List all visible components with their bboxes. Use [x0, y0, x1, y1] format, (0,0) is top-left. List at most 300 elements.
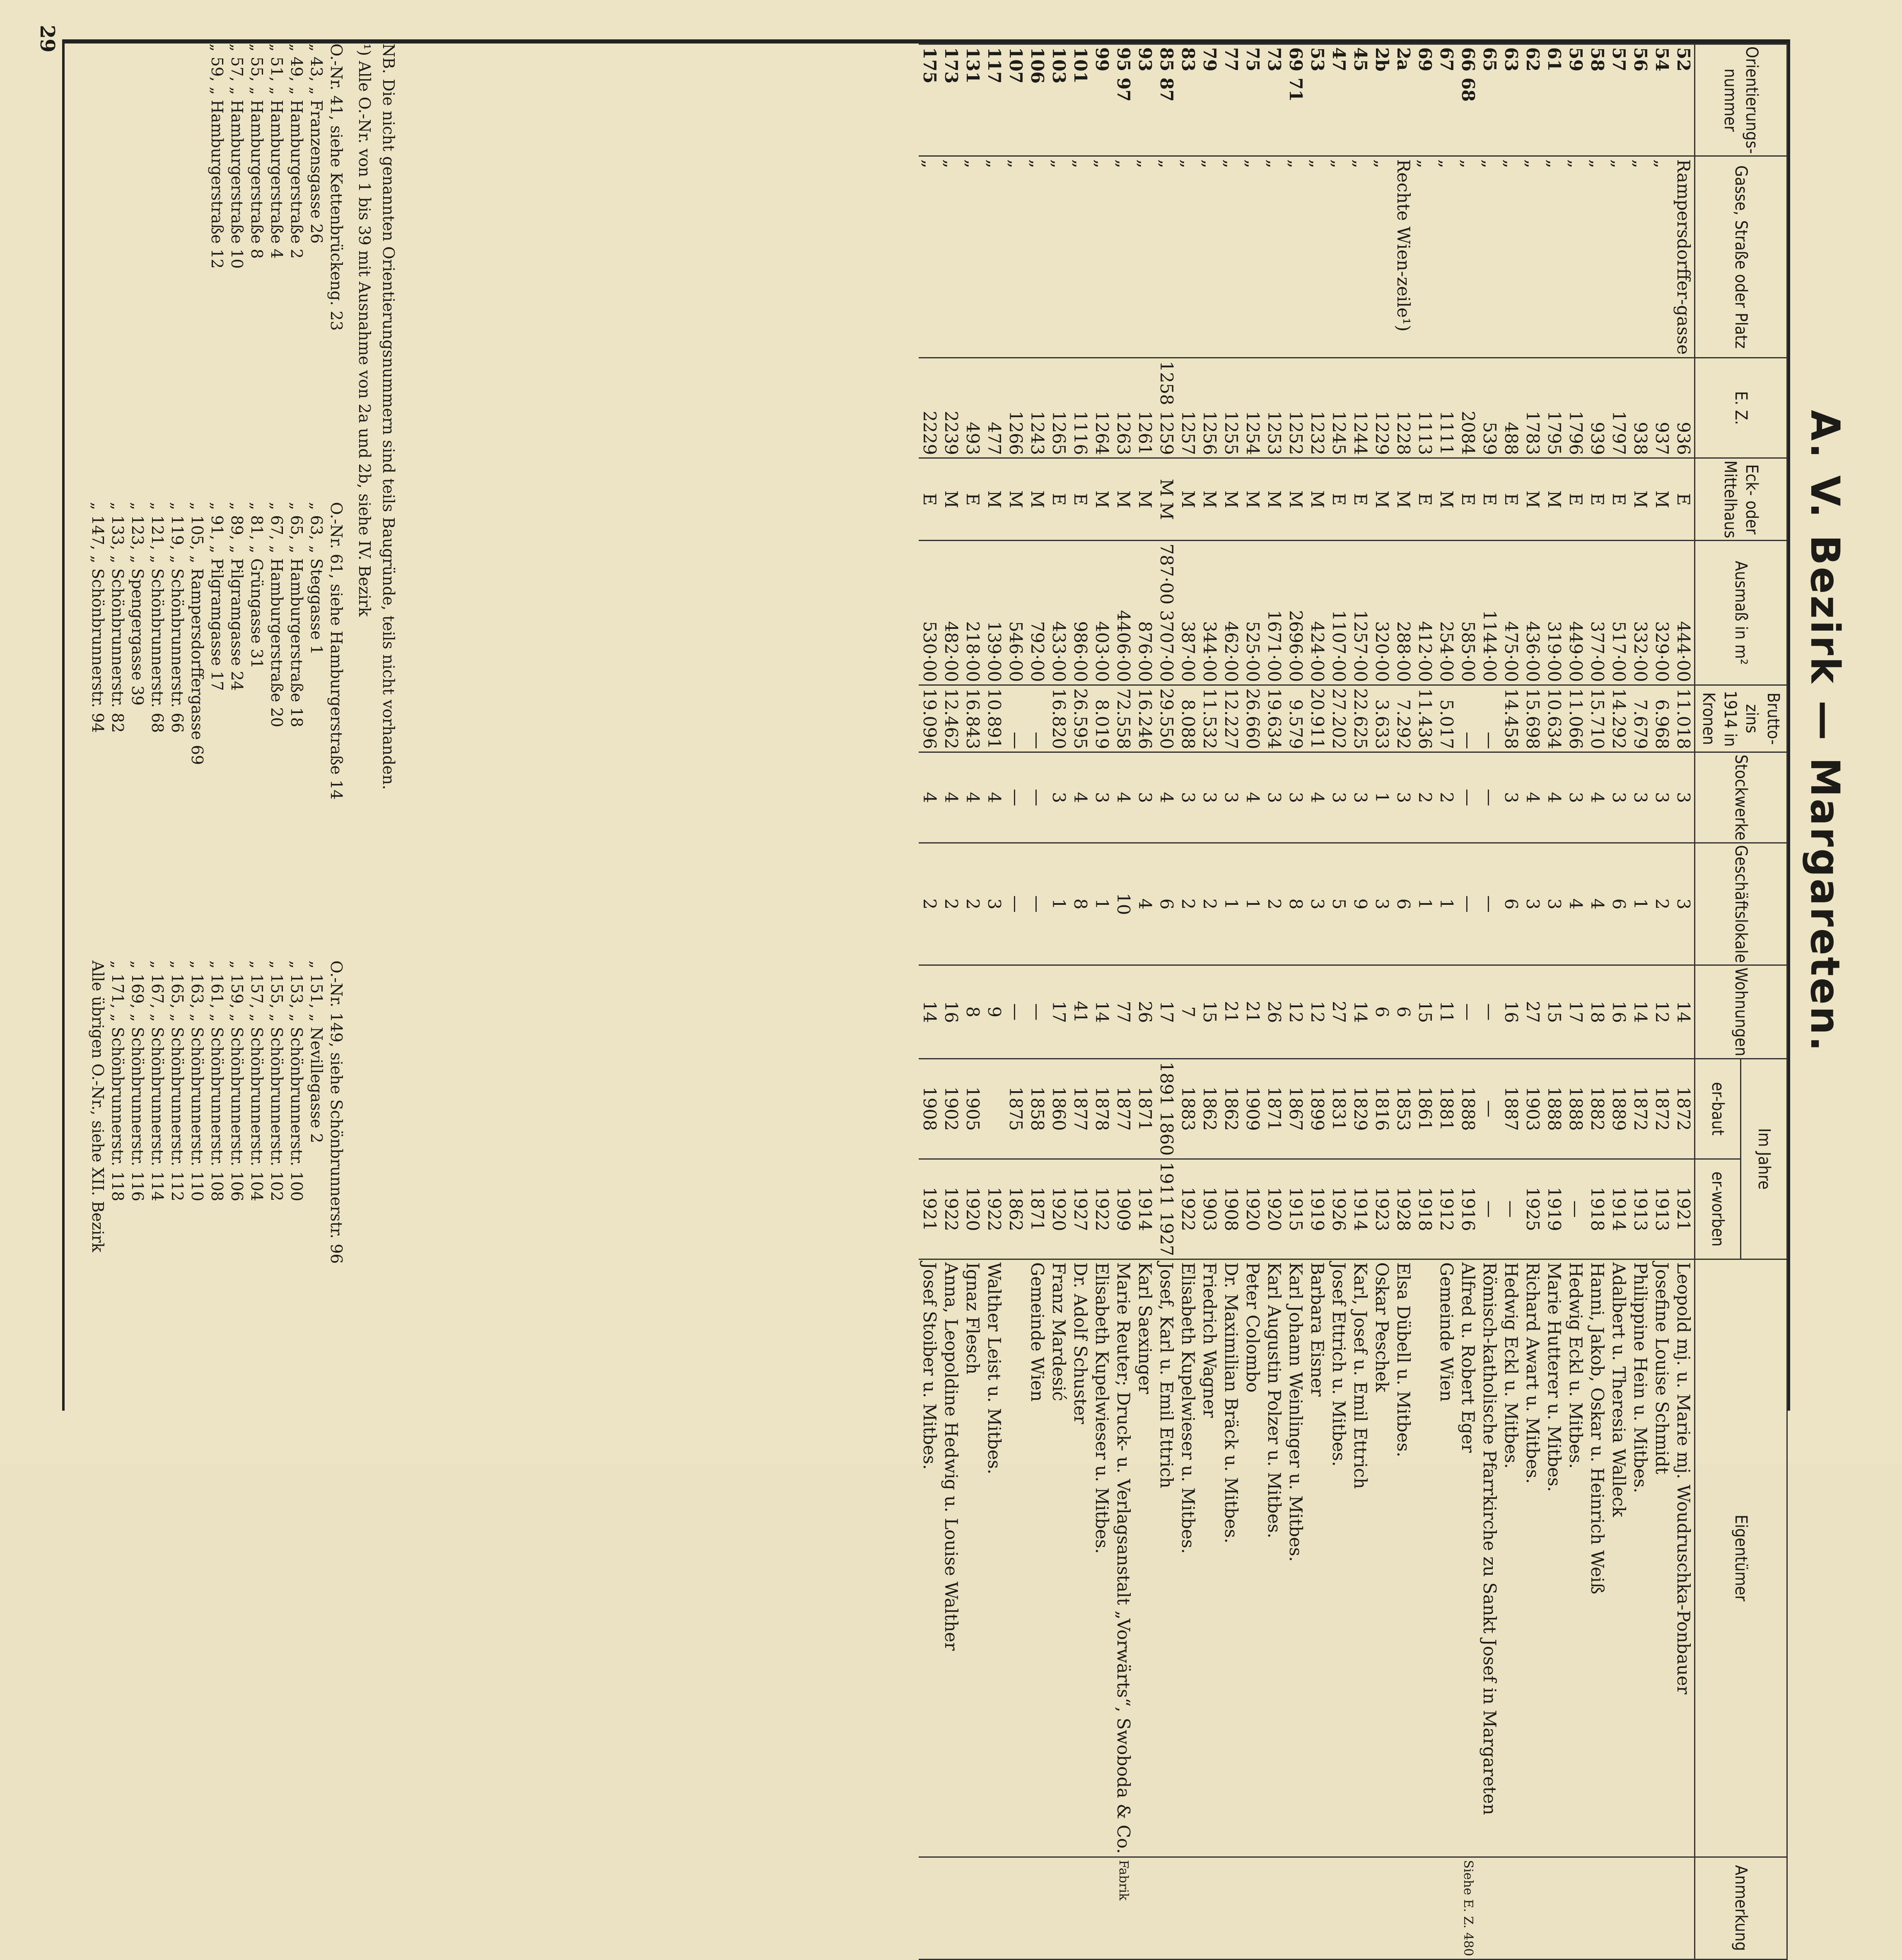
cross-reference-line: „ 133, „ Schönbrunnerstr. 82: [109, 502, 127, 733]
cell-gasse: „: [1026, 156, 1048, 358]
cell-aus: 475·00: [1500, 541, 1522, 685]
cell-gl: 1: [1414, 843, 1436, 965]
table-body: [919, 44, 1695, 1960]
cell-on: 107: [1005, 44, 1026, 156]
cell-ez: 1261: [1134, 358, 1156, 458]
cell-on: 101: [1069, 44, 1091, 156]
table-row: [1414, 44, 1436, 1960]
cell-gl: 4: [1565, 843, 1586, 965]
cell-st: 3: [1651, 752, 1673, 843]
cell-ez: 1258 1259: [1156, 358, 1177, 458]
cell-eb: 1872: [1651, 1059, 1673, 1159]
cross-reference-line: „ 153, „ Schönbrunnerstr. 100: [287, 960, 306, 1201]
cell-anm: [1005, 1857, 1026, 1959]
cell-wo: 9: [983, 965, 1005, 1059]
cell-gl: 6: [1156, 843, 1177, 965]
cell-ez: 1252: [1285, 358, 1306, 458]
cell-aus: 525·00: [1242, 541, 1263, 685]
cross-reference-line: O.-Nr. 149, siehe Schönbrunnerstr. 96: [327, 960, 345, 1264]
cross-reference-line: „ 151, „ Nevillegasse 2: [307, 960, 326, 1143]
cell-ew: 1922: [983, 1159, 1005, 1259]
cell-eb: 1860: [1048, 1059, 1069, 1159]
cell-ew: 1915: [1285, 1159, 1306, 1259]
cell-ew: —: [1565, 1159, 1586, 1259]
cell-wo: 26: [1263, 965, 1285, 1059]
cell-wo: —: [1457, 965, 1479, 1059]
cell-anm: [1608, 1857, 1629, 1959]
nb-note: NB. Die nicht genannten Orientierungsnummern sind teils Baugründe, teils nicht vorhanden.: [379, 44, 398, 790]
footnote: ¹) Alle O.-Nr. von 1 bis 39 mit Ausnahme von 2a und 2b, siehe IV. Bezirk: [355, 44, 374, 617]
cell-anm: [1134, 1857, 1156, 1959]
cell-zins: 19.096: [919, 685, 940, 752]
cross-reference-line: „ 57, „ Hamburgerstraße 10: [228, 44, 246, 269]
cell-st: 4: [1306, 752, 1328, 843]
cell-ez: 1795: [1543, 358, 1565, 458]
cell-eig: Gemeinde Wien: [1026, 1259, 1048, 1857]
table-row: [962, 44, 983, 1960]
cell-anm: [1479, 1857, 1500, 1959]
cell-ew: 1908: [1220, 1159, 1242, 1259]
cross-reference-line: „ 123, „ Spengergasse 39: [128, 502, 147, 706]
cell-eig: Walther Leist u. Mitbes.: [983, 1259, 1005, 1857]
cell-zins: 11.066: [1565, 685, 1586, 752]
cell-wo: 21: [1220, 965, 1242, 1059]
cross-reference-column-1: [88, 44, 346, 486]
cell-anm: [1069, 1857, 1091, 1959]
cell-aus: 218·00: [962, 541, 983, 685]
cell-on: 54: [1651, 44, 1673, 156]
table-row: [1199, 44, 1220, 1960]
cell-gl: 2: [1177, 843, 1199, 965]
cell-ew: 1916: [1457, 1159, 1479, 1259]
cell-em: E: [1328, 458, 1349, 541]
cell-ew: 1913: [1629, 1159, 1651, 1259]
notes-section: [88, 44, 398, 1402]
cell-eb: 1905: [962, 1059, 983, 1159]
cell-anm: [1393, 1857, 1414, 1959]
cell-st: 2: [1436, 752, 1457, 843]
cell-zins: 27.202: [1328, 685, 1349, 752]
cell-ez: 939: [1586, 358, 1608, 458]
table-row: [1522, 44, 1543, 1960]
cell-ew: 1913: [1651, 1159, 1673, 1259]
cell-ez: 493: [962, 358, 983, 458]
cell-st: 4: [1586, 752, 1608, 843]
cell-eb: 1888: [1543, 1059, 1565, 1159]
cell-on: 75: [1242, 44, 1263, 156]
cross-reference-line: „ 65, „ Hamburgerstraße 18: [287, 502, 306, 727]
cell-gl: 1: [1436, 843, 1457, 965]
cell-zins: 72.558: [1113, 685, 1134, 752]
cell-eig: Karl Augustin Polzer u. Mitbes.: [1263, 1259, 1285, 1857]
table-row: [1242, 44, 1263, 1960]
table-row: [919, 44, 940, 1960]
cell-wo: —: [1479, 965, 1500, 1059]
cell-ez: 937: [1651, 358, 1673, 458]
cell-aus: 1144·00: [1479, 541, 1500, 685]
table-row: [1673, 44, 1695, 1960]
cell-aus: 254·00: [1436, 541, 1457, 685]
cell-eig: Josef, Karl u. Emil Ettrich: [1156, 1259, 1177, 1857]
cell-gl: 3: [1673, 843, 1695, 965]
cell-ez: 2239: [940, 358, 962, 458]
cell-anm: [1263, 1857, 1285, 1959]
cell-gasse: „: [1306, 156, 1328, 358]
cell-eb: 1877: [1113, 1059, 1134, 1159]
cell-eig: Josefine Louise Schmidt: [1651, 1259, 1673, 1857]
cell-em: M: [1242, 458, 1263, 541]
table-row: [1048, 44, 1069, 1960]
cell-on: 79: [1199, 44, 1220, 156]
cell-gasse: „: [1371, 156, 1393, 358]
cell-gl: —: [1005, 843, 1026, 965]
cell-anm: [1220, 1857, 1242, 1959]
cell-zins: 29.550: [1156, 685, 1177, 752]
cell-on: 69 71: [1285, 44, 1306, 156]
cell-anm: [1306, 1857, 1328, 1959]
cell-gasse: „: [1629, 156, 1651, 358]
cell-em: M: [1026, 458, 1048, 541]
cell-zins: 16.246: [1134, 685, 1156, 752]
header-wohnungen: Wohnungen: [1695, 965, 1787, 1059]
cell-gl: 4: [1134, 843, 1156, 965]
cell-em: M: [1263, 458, 1285, 541]
cross-reference-line: „ 157, „ Schönbrunnerstr. 104: [248, 960, 266, 1201]
cell-on: 69: [1414, 44, 1436, 156]
cell-st: 3: [1565, 752, 1586, 843]
cell-ew: 1911 1927: [1156, 1159, 1177, 1259]
cell-wo: —: [1026, 965, 1048, 1059]
header-eck-mittelhaus: Eck- oder Mittelhaus: [1695, 458, 1787, 541]
header-im-jahre: Im Jahre: [1741, 1059, 1787, 1259]
cell-eig: [1414, 1259, 1436, 1857]
cell-gl: 3: [983, 843, 1005, 965]
cell-zins: 15.710: [1586, 685, 1608, 752]
cell-em: M: [1005, 458, 1026, 541]
header-erworben: er-worben: [1695, 1159, 1741, 1259]
cell-gasse: „: [1263, 156, 1285, 358]
cell-eig: Marie Reuter; Druck- u. Verlagsanstalt „Vorwärts“, Swoboda & Co.: [1113, 1259, 1134, 1857]
cell-aus: 332·00: [1629, 541, 1651, 685]
cell-ez: 936: [1673, 358, 1695, 458]
cell-gasse: „: [919, 156, 940, 358]
cell-wo: 14: [1091, 965, 1113, 1059]
cell-ez: 477: [983, 358, 1005, 458]
cell-aus: 482·00: [940, 541, 962, 685]
cell-aus: 387·00: [1177, 541, 1199, 685]
cell-anm: [1522, 1857, 1543, 1959]
cell-wo: 14: [1673, 965, 1695, 1059]
cell-zins: 6.968: [1651, 685, 1673, 752]
cell-wo: 17: [1048, 965, 1069, 1059]
cell-zins: —: [1479, 685, 1500, 752]
cross-reference-line: „ 167, „ Schönbrunnerstr. 114: [148, 960, 167, 1201]
cell-st: 4: [1156, 752, 1177, 843]
cell-ez: 1228: [1393, 358, 1414, 458]
cell-eb: 1889: [1608, 1059, 1629, 1159]
cross-reference-line: „ 51, „ Hamburgerstraße 4: [268, 44, 286, 259]
cell-wo: 15: [1414, 965, 1436, 1059]
cell-em: E: [1586, 458, 1608, 541]
cell-ew: 1918: [1414, 1159, 1436, 1259]
page-number: 29: [36, 25, 59, 53]
header-orientierungsnummer: Orientierungs-nummer: [1695, 44, 1787, 156]
cross-reference-column-3: [88, 960, 346, 1402]
cell-aus: 433·00: [1048, 541, 1069, 685]
cell-gl: 6: [1393, 843, 1414, 965]
cell-eb: 1882: [1586, 1059, 1608, 1159]
cell-st: 3: [1349, 752, 1371, 843]
cell-anm: [1651, 1857, 1673, 1959]
cell-wo: 14: [919, 965, 940, 1059]
cross-reference-line: „ 59, „ Hamburgerstraße 12: [208, 44, 226, 269]
cell-st: 3: [1177, 752, 1199, 843]
cell-em: E: [1048, 458, 1069, 541]
cell-eig: [1005, 1259, 1026, 1857]
cell-zins: 12.462: [940, 685, 962, 752]
cell-eig: Barbara Eisner: [1306, 1259, 1328, 1857]
cell-eb: 1909: [1242, 1059, 1263, 1159]
cell-gasse: „: [1134, 156, 1156, 358]
cell-em: M: [1285, 458, 1306, 541]
cell-gasse: „: [1586, 156, 1608, 358]
cell-anm: [1048, 1857, 1069, 1959]
cell-gasse: „: [1349, 156, 1371, 358]
cell-on: 175: [919, 44, 940, 156]
cell-ew: 1903: [1199, 1159, 1220, 1259]
cell-ez: 1244: [1349, 358, 1371, 458]
cell-st: 4: [1069, 752, 1091, 843]
cell-ew: —: [1479, 1159, 1500, 1259]
cell-wo: —: [1005, 965, 1026, 1059]
cell-ew: 1920: [1263, 1159, 1285, 1259]
header-row: [1741, 44, 1787, 1960]
cell-eig: Hedwig Eckl u. Mitbes.: [1500, 1259, 1522, 1857]
cell-ez: 1253: [1263, 358, 1285, 458]
cell-eig: Josef Ettrich u. Mitbes.: [1328, 1259, 1349, 1857]
cell-em: M: [1543, 458, 1565, 541]
cell-zins: 10.891: [983, 685, 1005, 752]
cell-anm: [1156, 1857, 1177, 1959]
table-row: [1608, 44, 1629, 1960]
cell-em: M: [940, 458, 962, 541]
cell-anm: [1673, 1857, 1695, 1959]
cross-reference-line: O.-Nr. 41, siehe Kettenbrückeng. 23: [327, 44, 345, 331]
cell-on: 63: [1500, 44, 1522, 156]
cell-aus: 876·00: [1134, 541, 1156, 685]
cell-gl: 6: [1608, 843, 1629, 965]
cell-gl: 1: [1048, 843, 1069, 965]
cell-ez: 2084: [1457, 358, 1479, 458]
table-row: [1005, 44, 1026, 1960]
cell-eig: Friedrich Wagner: [1199, 1259, 1220, 1857]
property-register-table: [919, 44, 1788, 1960]
cell-wo: 18: [1586, 965, 1608, 1059]
cell-eb: 1887: [1500, 1059, 1522, 1159]
cell-gasse: „: [1285, 156, 1306, 358]
cell-wo: 17: [1565, 965, 1586, 1059]
cell-em: M: [1220, 458, 1242, 541]
cell-zins: —: [1457, 685, 1479, 752]
cell-aus: 1257·00: [1349, 541, 1371, 685]
cell-gl: 6: [1500, 843, 1522, 965]
cell-gl: —: [1479, 843, 1500, 965]
cell-aus: 319·00: [1543, 541, 1565, 685]
cell-zins: 20.911: [1306, 685, 1328, 752]
cell-anm: [1328, 1857, 1349, 1959]
table-row: [1263, 44, 1285, 1960]
cell-anm: [1242, 1857, 1263, 1959]
cell-aus: 1671·00: [1263, 541, 1285, 685]
cell-aus: 449·00: [1565, 541, 1586, 685]
cell-aus: 530·00: [919, 541, 940, 685]
cross-reference-line: „ 55, „ Hamburgerstraße 8: [248, 44, 266, 259]
cell-wo: 6: [1371, 965, 1393, 1059]
cell-gasse: „: [1113, 156, 1134, 358]
cell-em: M: [983, 458, 1005, 541]
cross-reference-line: O.-Nr. 61, siehe Hamburgerstraße 14: [327, 502, 345, 800]
cell-eb: 1858: [1026, 1059, 1048, 1159]
cell-anm: [1629, 1857, 1651, 1959]
cell-eig: Leopold mj. u. Marie mj. Woudruschka-Ponbauer: [1673, 1259, 1695, 1857]
cell-st: 4: [1113, 752, 1134, 843]
header-eigentuemer: Eigentümer: [1695, 1259, 1787, 1857]
table-row: [1543, 44, 1565, 1960]
header-ez: E. Z.: [1695, 358, 1787, 458]
header-gasse: Gasse, Straße oder Platz: [1695, 156, 1787, 358]
cell-eig: Peter Colombo: [1242, 1259, 1263, 1857]
cell-em: M: [1629, 458, 1651, 541]
cell-eb: 1875: [1005, 1059, 1026, 1159]
cell-st: 4: [1242, 752, 1263, 843]
cell-ez: 1266: [1005, 358, 1026, 458]
cell-ez: 488: [1500, 358, 1522, 458]
cell-eb: 1871: [1263, 1059, 1285, 1159]
cell-st: —: [1479, 752, 1500, 843]
cell-em: E: [962, 458, 983, 541]
cell-zins: 15.698: [1522, 685, 1543, 752]
cross-reference-line: „ 119, „ Schönbrunnerstr. 66: [168, 502, 186, 733]
cross-reference-line: „ 89, „ Pilgramgasse 24: [228, 502, 246, 691]
cell-em: E: [1673, 458, 1695, 541]
cell-ew: 1862: [1005, 1159, 1026, 1259]
header-bruttozins: Brutto-zins 1914 in Kronen: [1695, 685, 1787, 752]
cell-ez: 1232: [1306, 358, 1328, 458]
cell-zins: 12.227: [1220, 685, 1242, 752]
cell-zins: 5.017: [1436, 685, 1457, 752]
cell-eb: [983, 1059, 1005, 1159]
cell-wo: 16: [1500, 965, 1522, 1059]
cell-zins: 9.579: [1285, 685, 1306, 752]
cell-aus: 139·00: [983, 541, 1005, 685]
cell-on: 73: [1263, 44, 1285, 156]
cell-st: —: [1026, 752, 1048, 843]
cell-eb: 1861: [1414, 1059, 1436, 1159]
cell-ez: 1116: [1069, 358, 1091, 458]
cell-em: E: [1414, 458, 1436, 541]
cell-aus: 585·00: [1457, 541, 1479, 685]
cell-eig: Dr. Adolf Schuster: [1069, 1259, 1091, 1857]
cell-on: 117: [983, 44, 1005, 156]
cell-gasse: „: [1091, 156, 1113, 358]
cell-st: 4: [1522, 752, 1543, 843]
cell-wo: 14: [1629, 965, 1651, 1059]
cell-st: 3: [1220, 752, 1242, 843]
cross-reference-columns: [88, 44, 346, 1402]
cell-wo: 7: [1177, 965, 1199, 1059]
cell-gl: 2: [1199, 843, 1220, 965]
table-row: [1220, 44, 1242, 1960]
cell-eig: Karl Johann Weinlinger u. Mitbes.: [1285, 1259, 1306, 1857]
cell-st: 3: [1134, 752, 1156, 843]
cross-reference-line: „ 161, „ Schönbrunnerstr. 108: [208, 960, 226, 1201]
cell-anm: [1565, 1857, 1586, 1959]
cell-aus: 344·00: [1199, 541, 1220, 685]
cell-zins: 3.633: [1371, 685, 1393, 752]
table-row: [1371, 44, 1393, 1960]
cell-on: 57: [1608, 44, 1629, 156]
cell-zins: 7.679: [1629, 685, 1651, 752]
cell-gl: 2: [1263, 843, 1285, 965]
cell-ez: 1229: [1371, 358, 1393, 458]
table-row: [1393, 44, 1414, 1960]
cell-eb: 1872: [1673, 1059, 1695, 1159]
cell-on: 83: [1177, 44, 1199, 156]
cell-ew: —: [1500, 1159, 1522, 1259]
cell-eb: 1888: [1565, 1059, 1586, 1159]
cell-aus: 2696·00: [1285, 541, 1306, 685]
cell-gl: 8: [1069, 843, 1091, 965]
cell-gl: 2: [962, 843, 983, 965]
cell-on: 52: [1673, 44, 1695, 156]
cell-eig: Gemeinde Wien: [1436, 1259, 1457, 1857]
cell-aus: 320·00: [1371, 541, 1393, 685]
cell-gl: 2: [1651, 843, 1673, 965]
cell-ew: 1921: [1673, 1159, 1695, 1259]
cross-reference-line: „ 91, „ Pilgramgasse 17: [208, 502, 226, 691]
cell-ez: 1265: [1048, 358, 1069, 458]
cell-zins: 8.088: [1177, 685, 1199, 752]
cell-em: M: [1177, 458, 1199, 541]
cell-aus: 403·00: [1091, 541, 1113, 685]
cell-ew: 1922: [940, 1159, 962, 1259]
table-row: [1565, 44, 1586, 1960]
cell-gasse: „: [1199, 156, 1220, 358]
cell-ew: 1927: [1069, 1159, 1091, 1259]
cell-anm: [940, 1857, 962, 1959]
cell-gasse: „: [1522, 156, 1543, 358]
cell-zins: 11.436: [1414, 685, 1436, 752]
table-row: [1328, 44, 1349, 1960]
cell-gasse: „: [1069, 156, 1091, 358]
cell-em: E: [1479, 458, 1500, 541]
cell-gl: 3: [1522, 843, 1543, 965]
cell-gasse: „: [962, 156, 983, 358]
cell-anm: [1091, 1857, 1113, 1959]
cell-ez: 938: [1629, 358, 1651, 458]
cell-anm: [1026, 1857, 1048, 1959]
cell-aus: 424·00: [1306, 541, 1328, 685]
cell-wo: 27: [1522, 965, 1543, 1059]
cell-st: 3: [1608, 752, 1629, 843]
cell-em: M: [1436, 458, 1457, 541]
cell-em: E: [1457, 458, 1479, 541]
cell-ez: 539: [1479, 358, 1500, 458]
cell-wo: 77: [1113, 965, 1134, 1059]
cell-st: 3: [1199, 752, 1220, 843]
cell-eig: Josef Stoiber u. Mitbes.: [919, 1259, 940, 1857]
cell-zins: 11.532: [1199, 685, 1220, 752]
